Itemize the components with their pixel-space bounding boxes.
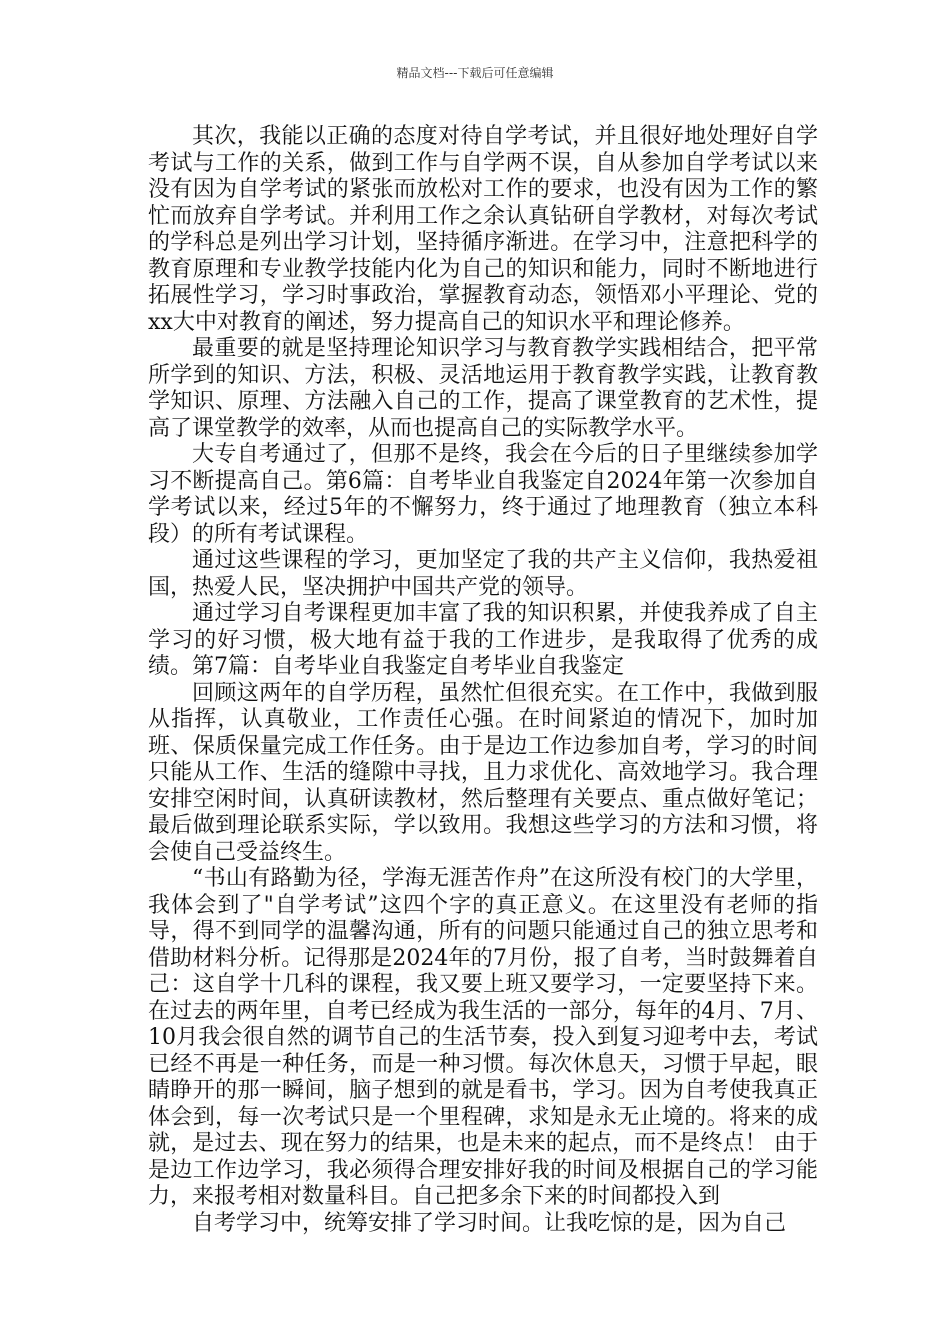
paragraph: 自考学习中，统筹安排了学习时间。让我吃惊的是，因为自己 [192,1210,787,1236]
paragraph: 其次，我能以正确的态度对待自学考试，并且很好地处理好自学考试与工作的关系，做到工作与自学两不误，自从参加自学考试以来没有因为自学考试的紧张而放松对工作的要求，也没有因为工作的繁忙而放弃自学考试。并利用工作之余认真钻研自学教材，对每次考试的学科总是列出学习计划，坚持循序渐进。在学习中，注意把科学的教育原理和专业教学技能内化为自己的知识和能力，同时不断地进行拓展性学习，学习时事政治，掌握教育动态，领悟邓小平理论、党的xx大中对教育的阐述，努力提高自己的知识水平和理论修养。 [148,124,818,335]
page-header: 精品文档---下载后可任意编辑 [396,66,554,80]
paragraph: 通过学习自考课程更加丰富了我的知识积累，并使我养成了自主学习的好习惯，极大地有益于我的工作进步，是我取得了优秀的成绩。第7篇：自考毕业自我鉴定自考毕业自我鉴定 [148,601,818,679]
paragraph: 最重要的就是坚持理论知识学习与教育教学实践相结合，把平常所学到的知识、方法，积极、灵活地运用于教育教学实践，让教育教学知识、原理、方法融入自己的工作，提高了课堂教育的艺术性，提高了课堂教学的效率，从而也提高自己的实际教学水平。 [148,336,818,441]
document-body [148,124,818,1237]
paragraph: 回顾这两年的自学历程，虽然忙但很充实。在工作中，我做到服从指挥，认真敬业，工作责任心强。在时间紧迫的情况下，加时加班、保质保量完成工作任务。由于是边工作边参加自考，学习的时间只能从工作、生活的缝隙中寻找，且力求优化、高效地学习。我合理安排空闲时间，认真研读教材，然后整理有关要点、重点做好笔记；最后做到理论联系实际，学以致用。我想这些学习的方法和习惯，将会使自己受益终生。 [148,680,818,865]
paragraph: 大专自考通过了，但那不是终，我会在今后的日子里继续参加学习不断提高自己。第6篇：自考毕业自我鉴定自2024年第一次参加自学考试以来，经过5年的不懈努力，终于通过了地理教育（独立本科段）的所有考试课程。 [148,442,818,547]
paragraph: 通过这些课程的学习，更加坚定了我的共产主义信仰，我热爱祖国，热爱人民，坚决拥护中国共产党的领导。 [148,548,818,600]
paragraph: “书山有路勤为径，学海无涯苦作舟”在这所没有校门的大学里，我体会到了"自学考试”这四个字的真正意义。在这里没有老师的指导，得不到同学的温馨沟通，所有的问题只能通过自己的独立思考和借助材料分析。记得那是2024年的7月份，报了自考，当时鼓舞着自己：这自学十几科的课程，我又要上班又要学习，一定要坚持下来。 在过去的两年里，自考已经成为我生活的一部分，每年的4月、7月、10月我会很自然的调节自己的生活节奏，投入到复习迎考中去，考试已经不再是一种任务，而是一种习惯。每次休息天，习惯于早起，眼睛睁开的那一瞬间，脑子想到的就是看书，学习。因为自考使我真正体会到，每一次考试只是一个里程碑，求知是永无止境的。将来的成就，是过去、现在努力的结果，也是未来的起点，而不是终点！ 由于是边工作边学习，我必须得合理安排好我的时间及根据自己的学习能力，来报考相对数量科目。自己把多余下来的时间都投入到 [148,866,818,1209]
